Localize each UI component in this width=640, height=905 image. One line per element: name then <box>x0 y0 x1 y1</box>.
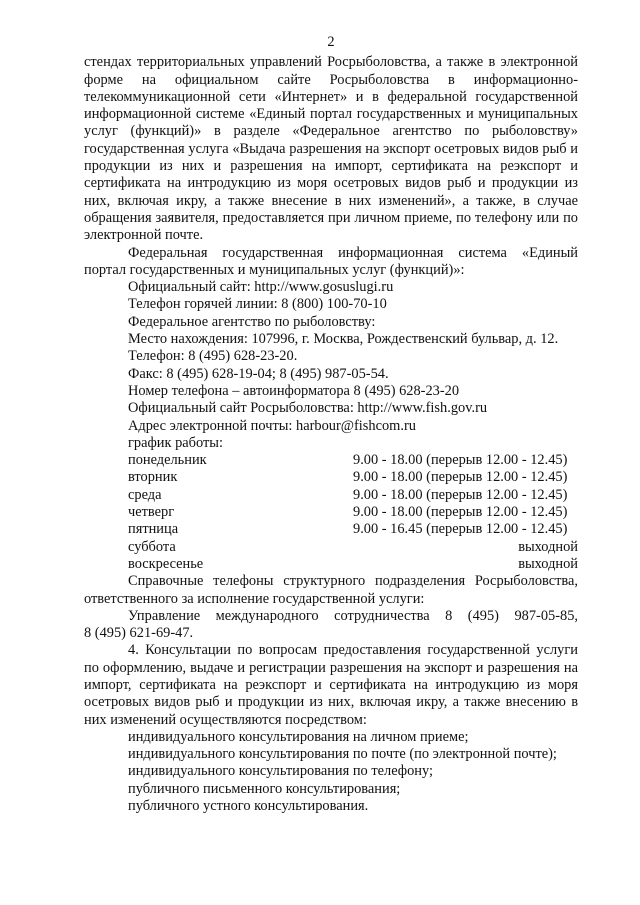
paragraph-4: 4. Консультации по вопросам предоставления государственной услуги по оформлению, выдаче и регистрации разрешения на экспорт и разрешения на импорт, сертификата на реэкспорт и сертификата на интродукцию из моря осетровых видов рыб и продукции из них, включая икру, а также внесению в них изменений осуществляются посредством: <box>84 642 578 728</box>
paragraph-reference: Справочные телефоны структурного подразделения Росрыболовства, ответственного за исполнение государственной услуги: <box>84 573 578 607</box>
list-item: индивидуального консультирования по почте (по электронной почте); <box>128 746 557 763</box>
schedule-row <box>84 487 578 504</box>
schedule-hours: выходной <box>518 555 578 572</box>
contact-line: Официальный сайт Росрыболовства: http://www.fish.gov.ru <box>128 400 488 417</box>
schedule-row <box>84 452 578 469</box>
schedule-hours: 9.00 - 16.45 (перерыв 12.00 - 12.45) <box>353 521 568 538</box>
schedule-hours: выходной <box>518 538 578 555</box>
schedule-row <box>84 521 578 538</box>
schedule-day: понедельник <box>128 452 207 469</box>
list-item: публичного письменного консультирования; <box>128 780 401 797</box>
schedule-day: воскресенье <box>128 555 204 572</box>
paragraph-intro: стендах территориальных управлений Росрыболовства, а также в электронной форме на официальном сайте Росрыболовства в информационно-телекоммуникационной сети «Интернет» и в федеральной государственной информационной системе «Единый портал государственных и муниципальных услуг (функций)» в разделе «Федеральное агентство по рыболовству» государственная услуга «Выдача разрешения на экспорт осетровых видов рыб и продукции из них и разрешения на импорт, сертификата на реэкспорт и сертификата на интродукцию из моря осетровых видов рыб и продукции из них, включая икру, а также внесение в них изменений», а также, в случае обращения заявителя, предоставляется при личном приеме, по телефону или по электронной почте. <box>84 54 578 244</box>
schedule-hours: 9.00 - 18.00 (перерыв 12.00 - 12.45) <box>353 452 568 469</box>
contact-line: Федеральное агентство по рыболовству: <box>128 313 376 330</box>
contact-line: Номер телефона – автоинформатора 8 (495) 628-23-20 <box>128 382 460 399</box>
page-number: 2 <box>327 34 335 50</box>
schedule-day: пятница <box>128 521 179 538</box>
schedule-row <box>84 469 578 486</box>
consultation-list <box>84 729 578 815</box>
contact-line: Место нахождения: 107996, г. Москва, Рождественский бульвар, д. 12. <box>128 331 559 348</box>
schedule-row <box>84 504 578 521</box>
document-page <box>84 34 578 815</box>
contact-lines <box>84 279 578 435</box>
contact-line: Телефон: 8 (495) 628-23-20. <box>128 348 298 365</box>
contact-line: Адрес электронной почты: harbour@fishcom.ru <box>128 417 416 434</box>
contact-line: Телефон горячей линии: 8 (800) 100-70-10 <box>128 296 387 313</box>
schedule-title: график работы: <box>128 434 223 451</box>
department-phone-line: Управление международного сотрудничества 8 (495) 987-05-85, <box>128 607 578 624</box>
schedule-day: суббота <box>128 538 176 555</box>
schedule-day: четверг <box>128 504 175 521</box>
contact-line: Факс: 8 (495) 628-19-04; 8 (495) 987-05-54. <box>128 365 389 382</box>
department-phone-line-cont: 8 (495) 621-69-47. <box>84 625 194 642</box>
list-item: публичного устного консультирования. <box>128 798 369 815</box>
schedule-hours: 9.00 - 18.00 (перерыв 12.00 - 12.45) <box>353 469 568 486</box>
schedule-day: среда <box>128 486 162 503</box>
schedule-row <box>84 556 578 573</box>
list-item: индивидуального консультирования на личном приеме; <box>128 728 469 745</box>
paragraph-portal: Федеральная государственная информационная система «Единый портал государственных и муниципальных услуг (функций)»: <box>84 244 578 278</box>
schedule-table <box>84 452 578 573</box>
contact-line: Официальный сайт: http://www.gosuslugi.ru <box>128 279 394 296</box>
schedule-hours: 9.00 - 18.00 (перерыв 12.00 - 12.45) <box>353 504 568 521</box>
list-item: индивидуального консультирования по телефону; <box>128 763 433 780</box>
schedule-row <box>84 539 578 556</box>
schedule-day: вторник <box>128 469 178 486</box>
schedule-hours: 9.00 - 18.00 (перерыв 12.00 - 12.45) <box>353 486 568 503</box>
